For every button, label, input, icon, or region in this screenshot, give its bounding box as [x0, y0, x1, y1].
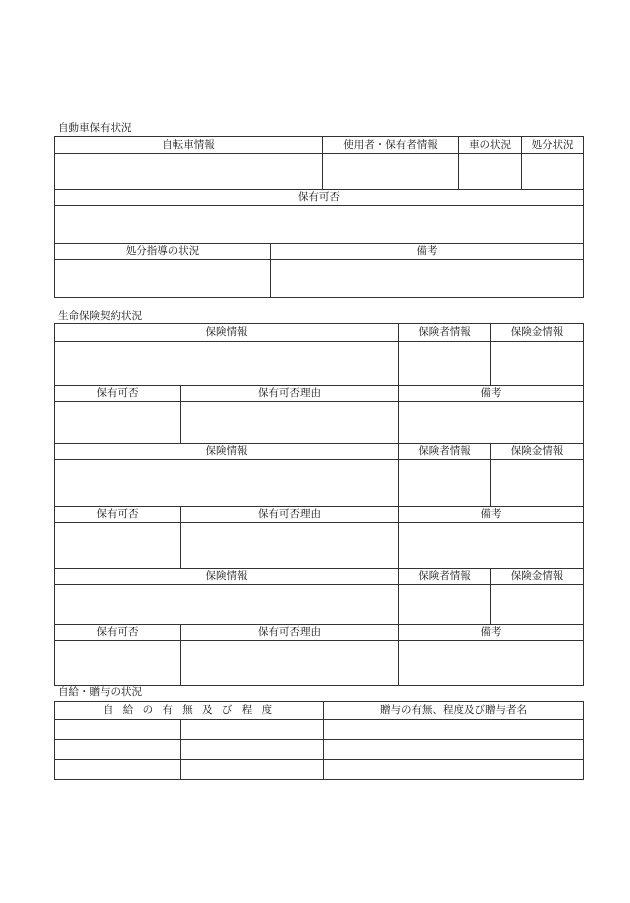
- insurance-amount-cell[interactable]: [491, 342, 584, 386]
- remarks-cell[interactable]: [399, 641, 584, 686]
- gift-header: 贈与の有無、程度及び贈与者名: [324, 702, 584, 720]
- car-user-header: 使用者・保有者情報: [323, 137, 459, 154]
- gift-cell[interactable]: [324, 760, 584, 780]
- car-condition-cell[interactable]: [459, 154, 522, 190]
- remarks-header: 備考: [399, 507, 584, 523]
- car-guidance-cell[interactable]: [55, 260, 271, 298]
- insurance-amount-cell[interactable]: [491, 460, 584, 507]
- possess-header: 保有可否: [55, 507, 181, 523]
- possess-reason-cell[interactable]: [181, 402, 399, 444]
- car-disposal-header: 処分状況: [522, 137, 584, 154]
- insurance-info-header: 保険情報: [55, 569, 399, 585]
- insurance-amount-header: 保険金情報: [491, 324, 584, 342]
- self-support-cell[interactable]: [55, 740, 181, 760]
- possess-cell[interactable]: [55, 402, 181, 444]
- self-support-cell[interactable]: [55, 760, 181, 780]
- insurance-amount-header: 保険金情報: [491, 569, 584, 585]
- insurance-amount-cell[interactable]: [491, 585, 584, 625]
- car-table: [54, 136, 584, 298]
- possess-cell[interactable]: [55, 641, 181, 686]
- insurance-info-cell[interactable]: [55, 342, 399, 386]
- possess-reason-header: 保有可否理由: [181, 625, 399, 641]
- possess-header: 保有可否: [55, 386, 181, 402]
- car-section-title: 自動車保有状況: [58, 122, 132, 134]
- remarks-header: 備考: [399, 625, 584, 641]
- remarks-header: 備考: [399, 386, 584, 402]
- gift-section-title: 自給・贈与の状況: [58, 686, 142, 698]
- car-condition-header: 車の状況: [459, 137, 522, 154]
- insurance-amount-header: 保険金情報: [491, 444, 584, 460]
- car-possess-header: 保有可否: [55, 190, 584, 206]
- life-insurance-table: [54, 323, 584, 686]
- car-possess-cell[interactable]: [55, 206, 584, 244]
- self-support-cell[interactable]: [55, 720, 181, 740]
- car-remarks-cell[interactable]: [271, 260, 584, 298]
- possess-reason-cell[interactable]: [181, 523, 399, 569]
- remarks-cell[interactable]: [399, 402, 584, 444]
- insurance-info-header: 保険情報: [55, 444, 399, 460]
- car-disposal-cell[interactable]: [522, 154, 584, 190]
- insured-cell[interactable]: [399, 585, 491, 625]
- insurance-info-header: 保険情報: [55, 324, 399, 342]
- possess-reason-header: 保有可否理由: [181, 507, 399, 523]
- gift-cell[interactable]: [324, 720, 584, 740]
- insured-cell[interactable]: [399, 342, 491, 386]
- possess-reason-cell[interactable]: [181, 641, 399, 686]
- insurance-info-cell[interactable]: [55, 460, 399, 507]
- possess-header: 保有可否: [55, 625, 181, 641]
- car-info-cell[interactable]: [55, 154, 323, 190]
- self-support-cell[interactable]: [181, 740, 324, 760]
- possess-cell[interactable]: [55, 523, 181, 569]
- insured-header: 保険者情報: [399, 444, 491, 460]
- insured-header: 保険者情報: [399, 569, 491, 585]
- remarks-cell[interactable]: [399, 523, 584, 569]
- life-section-title: 生命保険契約状況: [58, 310, 142, 322]
- insured-cell[interactable]: [399, 460, 491, 507]
- car-remarks-header: 備考: [271, 244, 584, 260]
- self-support-header: 自 給 の 有 無 及 び 程 度: [55, 702, 324, 720]
- insurance-info-cell[interactable]: [55, 585, 399, 625]
- gift-cell[interactable]: [324, 740, 584, 760]
- car-guidance-header: 処分指導の状況: [55, 244, 271, 260]
- insured-header: 保険者情報: [399, 324, 491, 342]
- gift-table: [54, 701, 584, 780]
- car-info-header: 自転車情報: [55, 137, 323, 154]
- self-support-cell[interactable]: [181, 720, 324, 740]
- car-user-cell[interactable]: [323, 154, 459, 190]
- self-support-cell[interactable]: [181, 760, 324, 780]
- possess-reason-header: 保有可否理由: [181, 386, 399, 402]
